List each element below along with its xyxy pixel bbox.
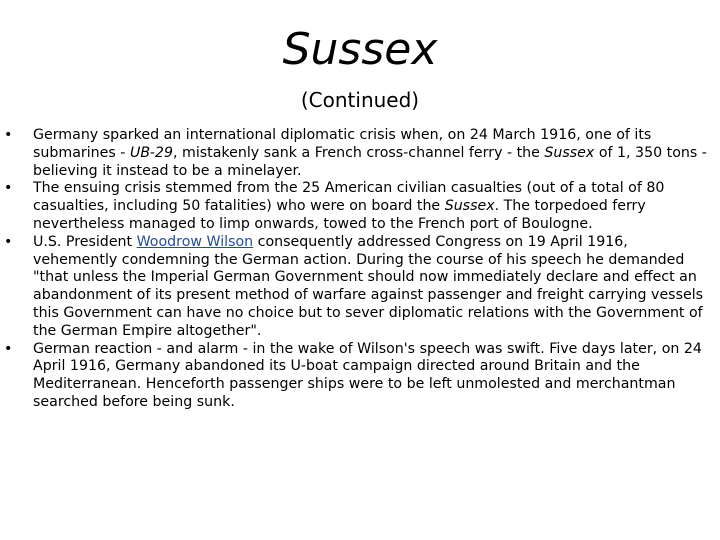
bullet-text: . The torpedoed ferry nevertheless managed to limp onwards, towed to the French port of Boulogne. [33, 198, 646, 232]
bullet-text: , mistakenly sank a French cross-channel ferry - the [172, 144, 545, 161]
bullet-text: The ensuing crisis stemmed from the 25 American civilian casualties (out of a total of 80 casualties, including 50 fatalities) who were on board the [33, 180, 665, 215]
bullet-text: German reaction - and alarm - in the wake of Wilson's speech was swift. Five days later, on 24 April 1916, Germany abandoned its U-boat campaign directed around Britain and the Mediterranean. Henceforth passenger ships were to be left unmolested and merchantman searched before being sunk. [33, 340, 702, 410]
bullet-marker: • [4, 127, 13, 143]
bullet-marker: • [4, 233, 13, 250]
ship-name: Sussex [444, 198, 495, 215]
bullet-text: U.S. President [33, 233, 137, 250]
woodrow-wilson-link[interactable]: Woodrow Wilson [136, 233, 254, 250]
bullet-marker: • [4, 180, 13, 197]
bullet-item-4 [4, 340, 713, 412]
bullet-marker: • [4, 340, 13, 357]
submarine-name: UB-29 [129, 144, 173, 161]
bullet-list [4, 127, 713, 412]
bullet-text: consequently addressed Congress on 19 April 1916, vehemently condemning the German action. During the course of his speech he demanded "that unless the Imperial German Government should now immediately declare and effect an abandonment of its present method of warfare against passenger and freight carrying vessels this Government can have no choice but to sever diplomatic relations with the Government of the German Empire altogether". [33, 233, 704, 339]
bullet-item-2 [4, 180, 713, 233]
bullet-item-1 [4, 127, 713, 180]
bullet-text: Germany sparked an international diplomatic crisis when, on 24 March 1916, one of its submarines - [33, 127, 652, 161]
bullet-text: of 1, 350 tons - believing it instead to be a minelayer. [33, 144, 707, 179]
slide-subtitle: (Continued) [300, 88, 420, 112]
slide-title: Sussex [282, 24, 438, 75]
ship-name: Sussex [544, 144, 595, 161]
bullet-item-3 [4, 233, 713, 341]
